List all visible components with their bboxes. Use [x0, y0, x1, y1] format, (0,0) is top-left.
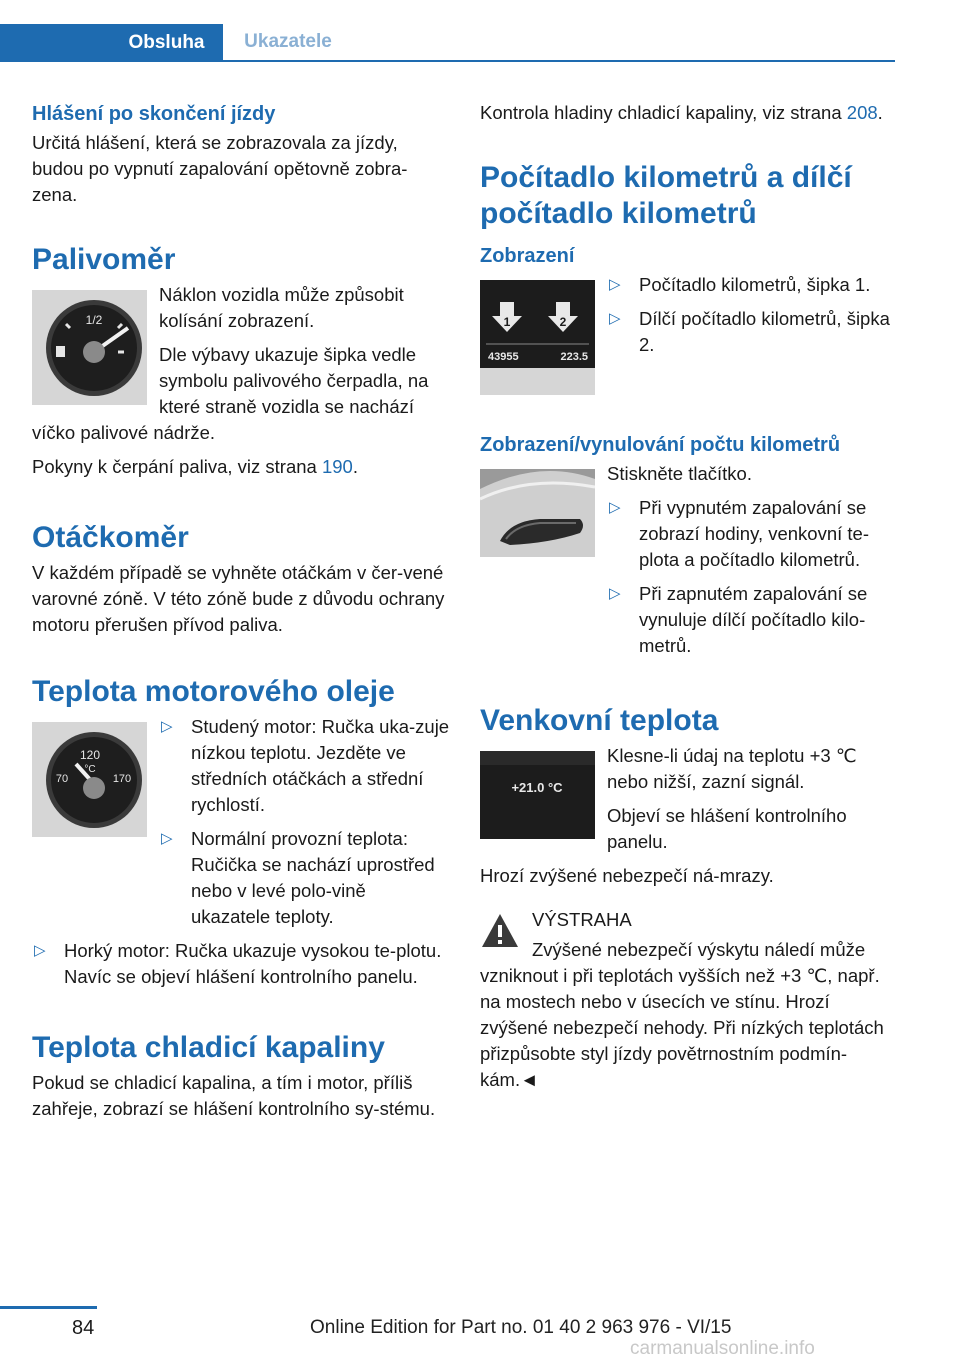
- reset-button-image: [480, 469, 595, 557]
- oil-label-170: 170: [112, 773, 132, 785]
- section-title-tachometer: Otáčkoměr: [32, 521, 189, 554]
- page-number: 84: [72, 1317, 95, 1339]
- tab-ukazatele[interactable]: Ukazatele: [244, 31, 332, 52]
- bullet-triangle-icon: ▷: [609, 310, 621, 327]
- odometer-trip-value: 223.5: [560, 351, 588, 363]
- header-divider: [0, 60, 895, 62]
- odometer-bullet-2: ▷ Dílčí počítadlo kilometrů, šipka 2.: [609, 308, 890, 355]
- section-title-outside-temp: Venkovní teplota: [480, 704, 719, 737]
- fuel-text-1: Náklon vozidla může způsobit kolísání zobrazení.: [159, 284, 404, 331]
- fuel-gauge-half-label: 1/2: [85, 313, 103, 327]
- bullet-triangle-icon: ▷: [161, 830, 173, 847]
- bullet-triangle-icon: ▷: [609, 499, 621, 516]
- section-title-fuel: Palivoměr: [32, 243, 176, 276]
- oil-bullet-1: ▷ Studený motor: Ručka uka-zuje nízkou teplotu. Jezděte ve středních otáčkách a střední rychlostí.: [161, 716, 450, 815]
- section-title-messages: Hlášení po skončení jízdy: [32, 103, 276, 125]
- odometer-arrow-1-label: 1: [503, 315, 511, 329]
- tab-obsluha[interactable]: Obsluha: [0, 24, 223, 62]
- tachometer-text: V každém případě se vyhněte otáčkám v čer-vené varovné zóně. V této zóně bude z důvodu ochrany motoru přerušen přívod paliva.: [32, 562, 445, 635]
- section-title-oil-temp: Teplota motorového oleje: [32, 675, 395, 708]
- subsection-reset: Zobrazení/vynulování počtu kilometrů: [480, 434, 841, 456]
- warning-title: VÝSTRAHA: [532, 909, 632, 930]
- odometer-bullet-1: ▷ Počítadlo kilometrů, šipka 1.: [607, 272, 895, 298]
- outside-temp-display-image: [480, 751, 595, 839]
- oil-label-unit: °C: [84, 764, 96, 775]
- oil-bullet-3: ▷ Horký motor: Ručka ukazuje vysokou te-plotu. Navíc se objeví hlášení kontrolního panelu.: [34, 940, 442, 987]
- reset-bullet-1: ▷ Při vypnutém zapalování se zobrazí hodiny, venkovní te-plota a počítadlo kilometrů.: [609, 497, 870, 570]
- footer-line: [0, 1306, 97, 1309]
- subsection-display: Zobrazení: [480, 245, 575, 267]
- bullet-triangle-icon: ▷: [609, 276, 621, 293]
- warning-block: [480, 907, 895, 1093]
- fuel-page-link[interactable]: 190: [321, 456, 353, 477]
- outside-temp-text-3: Hrozí zvýšené nebezpečí ná-mrazy.: [480, 865, 774, 886]
- oil-bullet-2: ▷ Normální provozní teplota: Ručička se nachází uprostřed nebo v levé polo-vině ukazatele teploty.: [161, 828, 435, 927]
- coolant-check-text: Kontrola hladiny chladicí kapaliny, viz strana 208.: [480, 102, 883, 123]
- bullet-triangle-icon: ▷: [34, 942, 46, 959]
- left-column: [32, 100, 450, 1130]
- warning-icon: [480, 911, 520, 951]
- outside-temp-text-2: Objeví se hlášení kontrolního panelu.: [607, 805, 847, 852]
- fuel-text-3: Pokyny k čerpání paliva, viz strana 190.: [32, 456, 358, 477]
- outside-temp-text-1: Klesne-li údaj na teplotu +3 ℃ nebo nižší, zazní signál.: [607, 745, 857, 792]
- oil-label-120: 120: [79, 748, 101, 762]
- coolant-text: Pokud se chladicí kapalina, a tím i motor, příliš zahřeje, zobrazí se hlášení kontrolního sy-stému.: [32, 1072, 436, 1119]
- section-title-coolant: Teplota chladicí kapaliny: [32, 1031, 385, 1064]
- edition-text: Online Edition for Part no. 01 40 2 963 976 - VI/15: [310, 1317, 732, 1338]
- section-title-odometer: Počítadlo kilometrů a dílčí počítadlo kilometrů: [480, 161, 852, 230]
- right-column: [480, 100, 895, 1101]
- reset-text: Stiskněte tlačítko.: [607, 463, 752, 484]
- header-tabbar: [0, 24, 895, 62]
- odometer-image: [480, 280, 595, 395]
- odometer-total-value: 43955: [488, 351, 519, 363]
- fuel-text-2: Dle výbavy ukazuje šipka vedle symbolu palivového čerpadla, na které straně vozidla se nachází víčko palivové nádrže.: [32, 344, 429, 443]
- bullet-triangle-icon: ▷: [161, 718, 173, 735]
- oil-temp-gauge-image: [32, 722, 147, 837]
- messages-text: Určitá hlášení, která se zobrazovala za jízdy, budou po vypnutí zapalování opětovně zobra-zena.: [32, 132, 408, 205]
- reset-bullet-2: ▷ Při zapnutém zapalování se vynuluje dílčí počítadlo kilo-metrů.: [609, 583, 868, 656]
- oil-label-70: 70: [55, 773, 69, 785]
- coolant-page-link[interactable]: 208: [846, 102, 878, 123]
- outside-temp-value: +21.0 °C: [511, 780, 563, 795]
- fuel-gauge-image: [32, 290, 147, 405]
- watermark: carmanualsonline.info: [630, 1338, 815, 1359]
- warning-text: Zvýšené nebezpečí výskytu náledí může vzniknout i při teplotách vyšších než +3 ℃, např. na mostech nebo v úsecích ve stínu. Hrozí zvýšené nebezpečí nehody. Při nízkých teplotách přizpůsobte styl jízdy povětrnostním podmín-kám.◄: [480, 939, 884, 1090]
- bullet-triangle-icon: ▷: [609, 585, 621, 602]
- odometer-arrow-2-label: 2: [559, 315, 567, 329]
